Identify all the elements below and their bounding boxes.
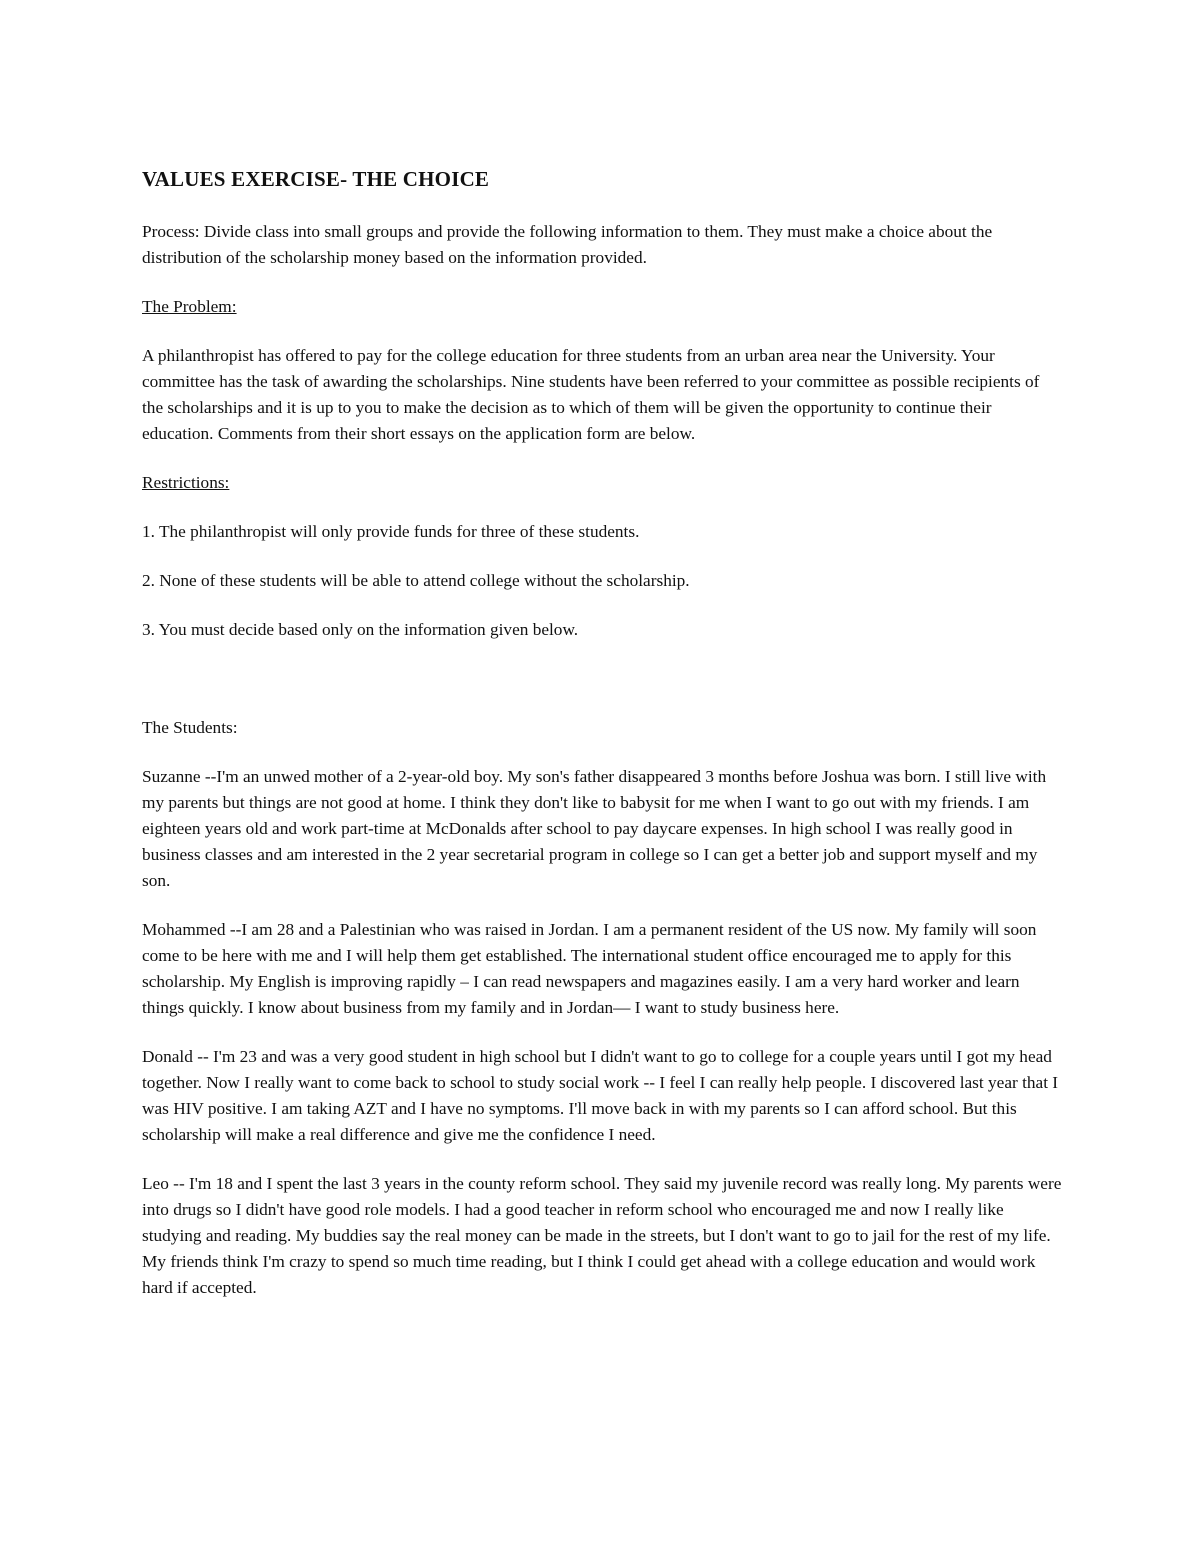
problem-paragraph: A philanthropist has offered to pay for the college education for three students from an urban area near the University. Your committee has the task of awarding the scholarships. Nine students have been referred to your committee as possible recipients of the scholarships and it is up to you to make the decision as to which of them will be given the opportunity to continue their education. Comments from their short essays on the application form are below. xyxy=(142,346,1040,443)
restriction-item-3: 3. You must decide based only on the information given below. xyxy=(142,620,579,639)
student-entry-mohammed: Mohammed --I am 28 and a Palestinian who was raised in Jordan. I am a permanent resident of the US now. My family will soon come to be here with me and I will help them get established. The international student office encouraged me to apply for this scholarship. My English is improving rapidly – I can read newspapers and magazines easily. I am a very hard worker and learn things quickly. I know about business from my family and in Jordan— I want to study business here. xyxy=(142,920,1037,1017)
restrictions-heading: Restrictions: xyxy=(142,473,230,492)
document-body xyxy=(142,166,1062,1324)
restriction-item-1: 1. The philanthropist will only provide funds for three of these students. xyxy=(142,522,640,541)
process-paragraph: Process: Divide class into small groups and provide the following information to them. They must make a choice about the distribution of the scholarship money based on the information provided. xyxy=(142,222,993,267)
student-entry-leo: Leo -- I'm 18 and I spent the last 3 years in the county reform school. They said my juvenile record was really long. My parents were into drugs so I didn't have good role models. I had a good teacher in reform school who encouraged me and now I really like studying and reading. My buddies say the real money can be made in the streets, but I don't want to go to jail for the rest of my life. My friends think I'm crazy to spend so much time reading, but I think I could get ahead with a college education and would work hard if accepted. xyxy=(142,1174,1062,1297)
section-spacer xyxy=(142,666,1062,715)
student-entry-suzanne: Suzanne --I'm an unwed mother of a 2-year-old boy. My son's father disappeared 3 months before Joshua was born. I still live with my parents but things are not good at home. I think they don't like to babysit for me when I want to go out with my friends. I am eighteen years old and work part-time at McDonalds after school to pay daycare expenses. In high school I was really good in business classes and am interested in the 2 year secretarial program in college so I can get a better job and support myself and my son. xyxy=(142,767,1047,890)
problem-heading: The Problem: xyxy=(142,297,237,316)
page-title: VALUES EXERCISE- THE CHOICE xyxy=(142,167,490,191)
restriction-item-2: 2. None of these students will be able to attend college without the scholarship. xyxy=(142,571,690,590)
students-heading: The Students: xyxy=(142,718,238,737)
student-entry-donald: Donald -- I'm 23 and was a very good student in high school but I didn't want to go to college for a couple years until I got my head together. Now I really want to come back to school to study social work -- I feel I can really help people. I discovered last year that I was HIV positive. I am taking AZT and I have no symptoms. I'll move back in with my parents so I can afford school. But this scholarship will make a real difference and give me the confidence I need. xyxy=(142,1047,1059,1144)
